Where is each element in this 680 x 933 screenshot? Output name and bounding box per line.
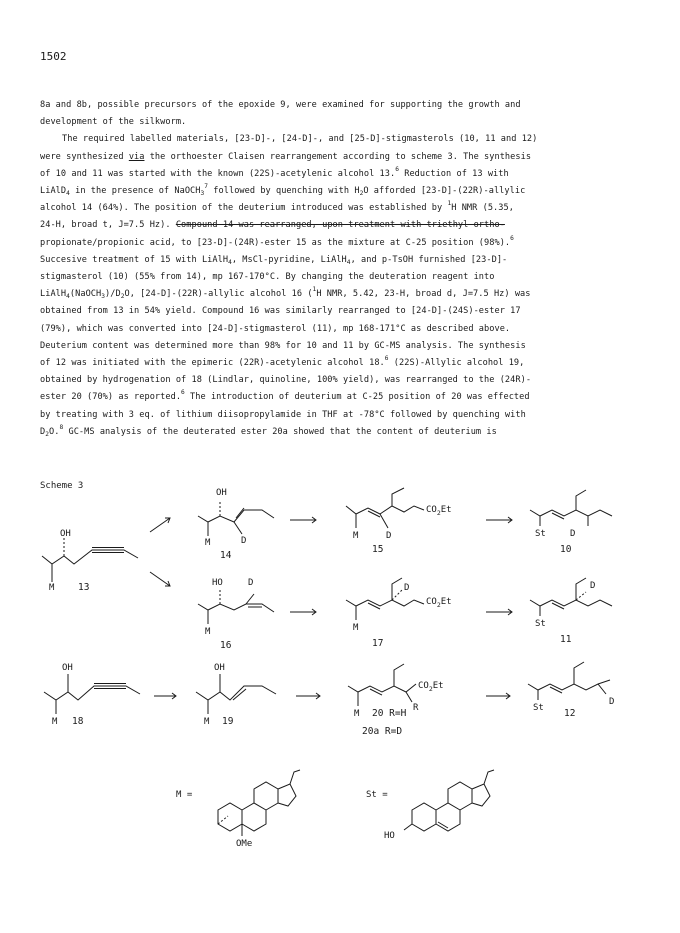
d-label: D [248, 578, 254, 588]
body-text [40, 97, 640, 441]
m-label: M [353, 623, 359, 633]
compound-number: 11 [560, 634, 572, 645]
text-line: 8a and 8b, possible precursors of the epoxide 9, were examined for supporting the growth and [40, 100, 521, 110]
st-label: St [535, 529, 546, 539]
m-label: M [52, 717, 58, 727]
compound-13 [42, 529, 138, 593]
compound-number: 20a R=D [362, 726, 403, 737]
m-definition-label: M = [176, 790, 193, 800]
reaction-arrow [290, 609, 316, 615]
text-line: development of the silkworm. [40, 117, 187, 128]
m-label: M [205, 627, 211, 637]
text-line: $D_2O.^8$ GC-MS analysis of the deuterated ester 20a showed that the content of deuterium is [40, 423, 497, 438]
st-steroid-definition [366, 770, 494, 841]
d-label: D [590, 581, 596, 591]
compound-number: 10 [560, 544, 572, 555]
co2et-label: $CO_2Et$ [426, 505, 452, 517]
ho-label: HO [212, 578, 223, 588]
reaction-arrow [486, 609, 512, 615]
compound-19 [196, 663, 276, 727]
m-label: M [49, 583, 55, 593]
ho-label: HO [384, 831, 395, 841]
d-label: D [386, 531, 392, 541]
m-steroid-definition [176, 770, 300, 849]
scheme-title: Scheme 3 [40, 481, 84, 491]
reaction-arrow [290, 517, 316, 523]
m-label: M [204, 717, 210, 727]
arrow-up [150, 518, 170, 532]
st-label: St [533, 703, 544, 713]
text-line: obtained by hydrogenation of 18 (Lindlar, quinoline, 100% yield), was rearranged to the (24R)- [40, 375, 532, 386]
co2et-label: $CO_2Et$ [418, 681, 444, 693]
d-label: D [404, 583, 410, 593]
oh-label: OH [214, 663, 225, 673]
d-label: D [570, 529, 576, 539]
compound-number: 16 [220, 640, 232, 651]
compound-number: 14 [220, 550, 232, 561]
reaction-arrow [154, 693, 176, 699]
reaction-arrow [486, 517, 512, 523]
compound-18 [44, 663, 140, 727]
compound-14 [198, 488, 274, 561]
arrow-down [150, 572, 170, 586]
compound-number: 12 [564, 708, 576, 719]
m-label: M [353, 531, 359, 541]
text-line: The required labelled materials, [23-D]-, [24-D]-, and [25-D]-stigmasterols (10, 11 and 12) [62, 134, 538, 145]
text-line: Deuterium content was determined more than 98% for 10 and 11 by GC-MS analysis. The synthesis [40, 340, 526, 351]
compound-10 [530, 490, 612, 555]
d-label: D [241, 536, 247, 546]
text-line: of 12 was initiated with the epimeric (22R)-acetylenic alcohol 18.$^6$ (22S)-Allylic alcohol 19, [40, 355, 525, 369]
compound-11 [530, 578, 612, 645]
compound-number: 17 [372, 638, 384, 649]
text-line: stigmasterol (10) (55% from 14), mp 167-170°C. By changing the deuteration reagent into [40, 272, 495, 283]
page-number: 1502 [40, 50, 67, 63]
compound-number: 18 [72, 716, 84, 727]
text-line: were synthesized via the orthoester Claisen rearrangement according to scheme 3. The synthesis [40, 151, 532, 162]
text-line: (79%), which was converted into [24-D]-stigmasterol (11), mp 168-171°C as described above. [40, 323, 511, 334]
co2et-label: $CO_2Et$ [426, 597, 452, 609]
scheme-3-figure [0, 470, 680, 910]
oh-label: OH [60, 529, 71, 539]
text-line: propionate/propionic acid, to [23-D]-(24R)-ester 15 as the mixture at C-25 position (98%).$^6$ [40, 234, 514, 248]
compound-15 [346, 488, 452, 555]
text-line: ester 20 (70%) as reported.$^6$ The introduction of deuterium at C-25 position of 20 was effected [40, 389, 530, 403]
compound-16 [198, 578, 274, 651]
compound-number: 13 [78, 582, 90, 593]
text-line: Succesive treatment of 15 with LiAlH$_4$, MsCl-pyridine, LiAlH$_4$, and p-TsOH furnished [23-D]- [40, 254, 508, 266]
text-line: by treating with 3 eq. of lithium diisopropylamide in THF at -78°C followed by quenching with [40, 409, 526, 420]
d-label: D [609, 697, 615, 707]
m-label: M [354, 709, 360, 719]
oh-label: OH [216, 488, 227, 498]
compound-12 [528, 662, 614, 719]
compound-number: 19 [222, 716, 234, 727]
oh-label: OH [62, 663, 73, 673]
compound-number: 20 R=H [372, 708, 407, 719]
compound-17 [346, 578, 452, 649]
text-line: alcohol 14 (64%). The position of the deuterium introduced was established by $^1$H NMR (5.35, [40, 200, 514, 214]
reaction-arrow [296, 693, 320, 699]
ome-label: OMe [236, 839, 253, 849]
text-line: of 10 and 11 was started with the known (22S)-acetylenic alcohol 13.$^6$ Reduction of 13 with [40, 165, 509, 179]
text-line: 24-H, broad t, J=7.5 Hz). Compound 14 was rearranged, upon treatment with triethyl ortho- [40, 220, 505, 231]
text-line: obtained from 13 in 54% yield. Compound 16 was similarly rearranged to [24-D]-(24S)-ester 17 [40, 306, 521, 317]
st-label: St [535, 619, 546, 629]
m-label: M [205, 538, 211, 548]
compound-number: 15 [372, 544, 384, 555]
compound-20 [348, 664, 444, 737]
reaction-arrow [486, 693, 510, 699]
r-label: R [413, 703, 419, 713]
text-line: $LiAlH_4(NaOCH_3)/D_2O$, [24-D]-(22R)-allylic alcohol 16 ($^1$H NMR, 5.42, 23-H, broad d, J=7.5 Hz) was [40, 286, 531, 301]
st-definition-label: St = [366, 790, 388, 800]
text-line: LiAlD$_4$ in the presence of NaOCH$_3^7$ followed by quenching with $H_2O$ afforded [23-D]-(22R)-allylic [40, 183, 526, 198]
